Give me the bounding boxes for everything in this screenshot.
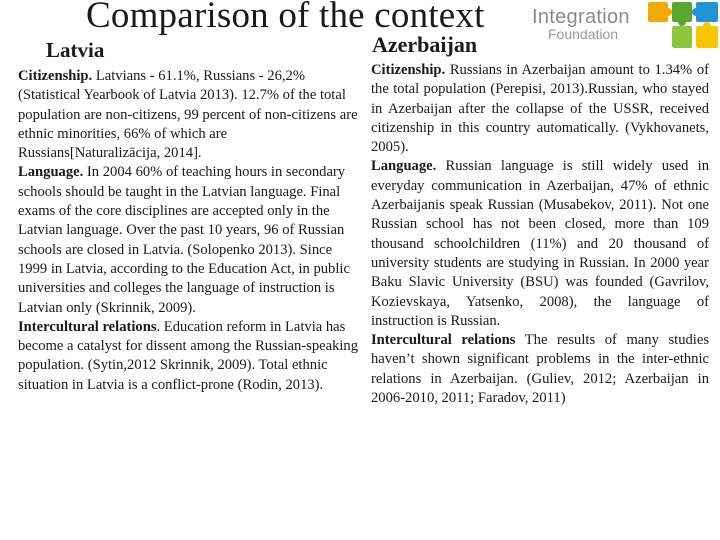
azerbaijan-citizenship [371, 61, 709, 157]
logo-name: Integration [532, 6, 630, 28]
puzzle-knob-green [678, 18, 686, 26]
puzzle-piece-lightgreen [672, 26, 692, 48]
latvia-heading: Latvia [46, 38, 105, 62]
latvia-language-label: Language. [18, 164, 84, 181]
azerbaijan-intercultural-label: Intercultural relations [371, 332, 516, 349]
latvia-column [18, 67, 364, 395]
latvia-citizenship-label: Citizenship. [18, 68, 93, 84]
azerbaijan-column [371, 61, 709, 408]
azerbaijan-language-text: Russian language is still widely used in everyday communication in Azerbaijan, 47% of ethnic Azerbaijanis speak Russian (Musabekov, 2011). Not one Russian school has not been closed, more than 109 thousand schoolchildren (11%) and 20 thousand of university students are studying in Russian. In 2000 year Baku Slavic University (BSU) was founded (Gavrilov, Kozievskaya, Yatsenko, 2008), the language of instruction is Russian. [371, 158, 709, 329]
azerbaijan-language [371, 157, 709, 331]
integration-foundation-logo [520, 0, 720, 50]
logo-subtitle: Foundation [548, 26, 619, 42]
latvia-citizenship [18, 67, 364, 163]
latvia-intercultural-text: . Education reform in Latvia has become a catalyst for dissent among the Russian-speaking population. (Sytin,2012 Skrinnik, 2009). Total ethnic situation in Latvia is a conflict-prone (Rodin, 2013). [18, 318, 359, 393]
latvia-language [18, 163, 364, 317]
azerbaijan-language-label: Language. [371, 158, 437, 175]
azerbaijan-intercultural [371, 331, 709, 408]
puzzle-knob-yellow [703, 22, 711, 30]
azerbaijan-heading: Azerbaijan [372, 32, 478, 57]
latvia-intercultural [18, 318, 364, 395]
puzzle-knob-orange [664, 8, 672, 16]
latvia-language-text: In 2004 60% of teaching hours in secondary schools should be taught in the Latvian language. Final exams of the core disciplines are accepted only in the Latvian language. Over the past 10 years, 96 of Russian schools are closed in Latvia. (Solopenko 2013). Since 1999 in Latvia, according to the Education Act, in public universities and colleges the language of instruction is Latvian only (Skrinnik, 2009). [18, 164, 350, 316]
latvia-citizenship-text: Latvians - 61.1%, Russians - 26,2% (Statistical Yearbook of Latvia 2013). 12.7% of the total population are non-citizens, 99 percent of non-citizens are ethnic minorities, 66% of which are Russians[Naturalizācija, 2014]. [18, 68, 358, 162]
puzzle-knob-blue [692, 8, 700, 16]
azerbaijan-intercultural-text: The results of many studies haven’t shown significant problems in the inter-ethnic relations in Azerbaijan. (Guliev, 2012; Azerbaijan in 2006-2010, 2011; Faradov, 2011) [371, 332, 709, 407]
azerbaijan-citizenship-text: Russians in Azerbaijan amount to 1.34% of the total population (Perepisi, 2013).Russian, who stayed in Azerbaijan after the collapse of the USSR, received citizenship in this country automatically. (Vykhovanets, 2005). [371, 62, 709, 156]
azerbaijan-citizenship-label: Citizenship. [371, 62, 446, 78]
page-title: Comparison of the context [86, 0, 485, 36]
latvia-intercultural-label: Intercultural relations [18, 318, 157, 335]
puzzle-icon [646, 0, 720, 50]
